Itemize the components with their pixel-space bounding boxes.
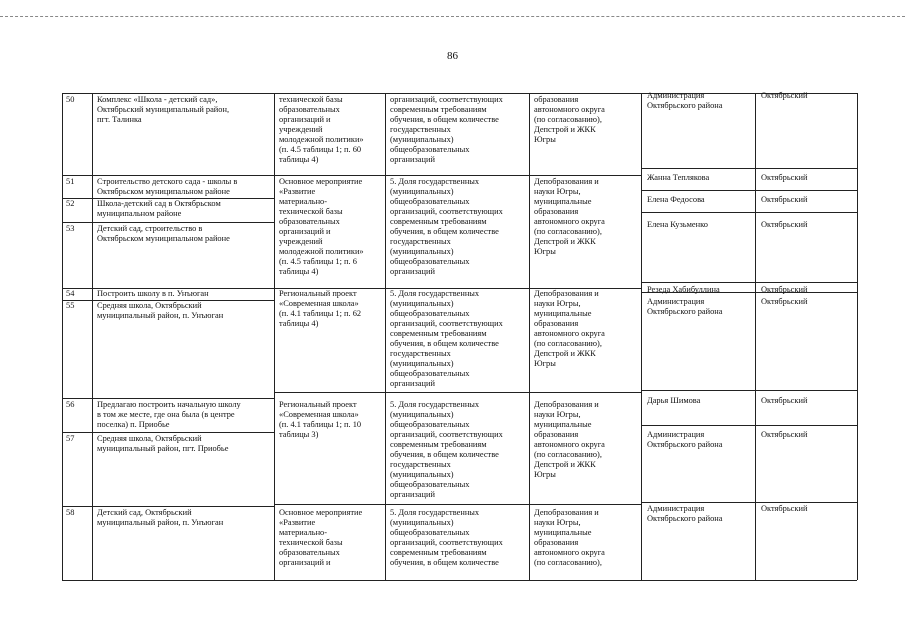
table-rule	[641, 282, 857, 283]
cell-basis: технической базы образовательных организаций и учреждений молодежной политики» (п. 4.5 таблицы 1; п. 60 таблицы 4)	[279, 95, 364, 164]
table-rule	[641, 390, 857, 391]
table-rule	[641, 502, 857, 503]
cell-indicator: организаций, соответствующих современным требованиям обучения, в общем количестве государственных (муниципальных) общеобразовательных организаций	[390, 95, 503, 164]
cell-indicator: 5. Доля государственных (муниципальных) общеобразовательных организаций, соответствующих современным требованиям обучения, в общем количестве государственных (муниципальных) общеобразовательных организаций	[390, 289, 503, 388]
cell-district: Октябрьский	[761, 430, 808, 439]
cell-initiator: Резеда Хабибуллина	[647, 285, 720, 294]
cell-district: Октябрьский	[761, 285, 808, 294]
cell-object: Предлагаю построить начальную школу в том же месте, где она была (в центре поселка) п. Приобье	[97, 400, 241, 429]
cell-basis: Основное мероприятие «Развитие материально- технической базы образовательных организаций и учреждений молодежной политики» (п. 4.5 таблицы 1; п. 6 таблицы 4)	[279, 177, 364, 276]
cell-district: Октябрьский	[761, 220, 808, 229]
table-rule	[641, 425, 857, 426]
table-rule	[274, 175, 641, 176]
cell-district: Октябрьский	[761, 91, 808, 100]
cell-number: 56	[66, 400, 75, 409]
table-rule	[62, 432, 274, 433]
table-rule	[385, 93, 386, 580]
cell-number: 50	[66, 95, 75, 104]
table-rule	[641, 212, 857, 213]
table-rule	[755, 93, 756, 580]
cell-district: Октябрьский	[761, 396, 808, 405]
table-rule	[274, 392, 641, 393]
table-rule	[641, 190, 857, 191]
cell-object: Комплекс «Школа - детский сад», Октябрьский муниципальный район, пгт. Талинка	[97, 95, 230, 124]
table-rule	[62, 398, 274, 399]
cell-object: Средняя школа, Октябрьский муниципальный район, пгт. Приобье	[97, 434, 229, 453]
cell-object: Школа-детский сад в Октябрьском муниципальном районе	[97, 199, 221, 218]
cell-basis: Региональный проект «Современная школа» (п. 4.1 таблицы 1; п. 62 таблицы 4)	[279, 289, 362, 328]
cell-number: 52	[66, 199, 75, 208]
cell-number: 57	[66, 434, 75, 443]
cell-number: 53	[66, 224, 75, 233]
cell-executor: Депобразования и науки Югры, муниципальные образования автономного округа (по согласованию),	[534, 508, 605, 567]
cell-district: Октябрьский	[761, 173, 808, 182]
table-rule	[857, 93, 858, 580]
table-rule	[62, 93, 857, 94]
cell-initiator: Елена Федосова	[647, 195, 705, 204]
cell-object: Детский сад, строительство в Октябрьском муниципальном районе	[97, 224, 230, 243]
table-rule	[641, 168, 857, 169]
table-rule	[62, 222, 274, 223]
cell-district: Октябрьский	[761, 504, 808, 513]
cell-initiator: Администрация Октябрьского района	[647, 430, 723, 449]
table-rule	[529, 93, 530, 580]
cell-basis: Региональный проект «Современная школа» (п. 4.1 таблицы 1; п. 10 таблицы 3)	[279, 400, 362, 439]
cell-initiator: Дарья Шимова	[647, 396, 701, 405]
table-rule	[274, 504, 641, 505]
cell-object: Построить школу в п. Унъюган	[97, 289, 209, 298]
table-rule	[62, 93, 63, 580]
table-rule	[274, 93, 275, 580]
cell-indicator: 5. Доля государственных (муниципальных) общеобразовательных организаций, соответствующих современным требованиям обучения, в общем количестве	[390, 508, 503, 567]
page-number: 86	[447, 50, 458, 62]
table-rule	[62, 175, 274, 176]
cell-indicator: 5. Доля государственных (муниципальных) общеобразовательных организаций, соответствующих современным требованиям обучения, в общем количестве государственных (муниципальных) общеобразовательных организаций	[390, 177, 503, 276]
cell-initiator: Администрация Октябрьского района	[647, 91, 723, 110]
cell-district: Октябрьский	[761, 297, 808, 306]
cell-executor: Депобразования и науки Югры, муниципальные образования автономного округа (по согласованию), Депстрой и ЖКК Югры	[534, 289, 605, 368]
cell-initiator: Елена Кузьменко	[647, 220, 708, 229]
cell-object: Строительство детского сада - школы в Октябрьском муниципальном районе	[97, 177, 238, 196]
table-rule	[62, 580, 857, 581]
cell-executor: образования автономного округа (по согласованию), Депстрой и ЖКК Югры	[534, 95, 605, 144]
cell-initiator: Администрация Октябрьского района	[647, 297, 723, 316]
cell-initiator: Жанна Теплякова	[647, 173, 710, 182]
table-rule	[62, 506, 274, 507]
cell-initiator: Администрация Октябрьского района	[647, 504, 723, 523]
cell-executor: Депобразования и науки Югры, муниципальные образования автономного округа (по согласованию), Депстрой и ЖКК Югры	[534, 177, 605, 256]
table-rule	[92, 93, 93, 580]
cell-number: 51	[66, 177, 75, 186]
cell-number: 54	[66, 289, 75, 298]
cell-executor: Депобразования и науки Югры, муниципальные образования автономного округа (по согласованию), Депстрой и ЖКК Югры	[534, 400, 605, 479]
cell-object: Детский сад, Октябрьский муниципальный район, п. Унъюган	[97, 508, 224, 527]
cell-object: Средняя школа, Октябрьский муниципальный район, п. Унъюган	[97, 301, 224, 320]
cell-basis: Основное мероприятие «Развитие материально- технической базы образовательных организаций и	[279, 508, 363, 567]
cell-number: 58	[66, 508, 75, 517]
cell-number: 55	[66, 301, 75, 310]
cell-district: Октябрьский	[761, 195, 808, 204]
cell-indicator: 5. Доля государственных (муниципальных) общеобразовательных организаций, соответствующих современным требованиям обучения, в общем количестве государственных (муниципальных) общеобразовательных организаций	[390, 400, 503, 499]
table-rule	[641, 93, 642, 580]
